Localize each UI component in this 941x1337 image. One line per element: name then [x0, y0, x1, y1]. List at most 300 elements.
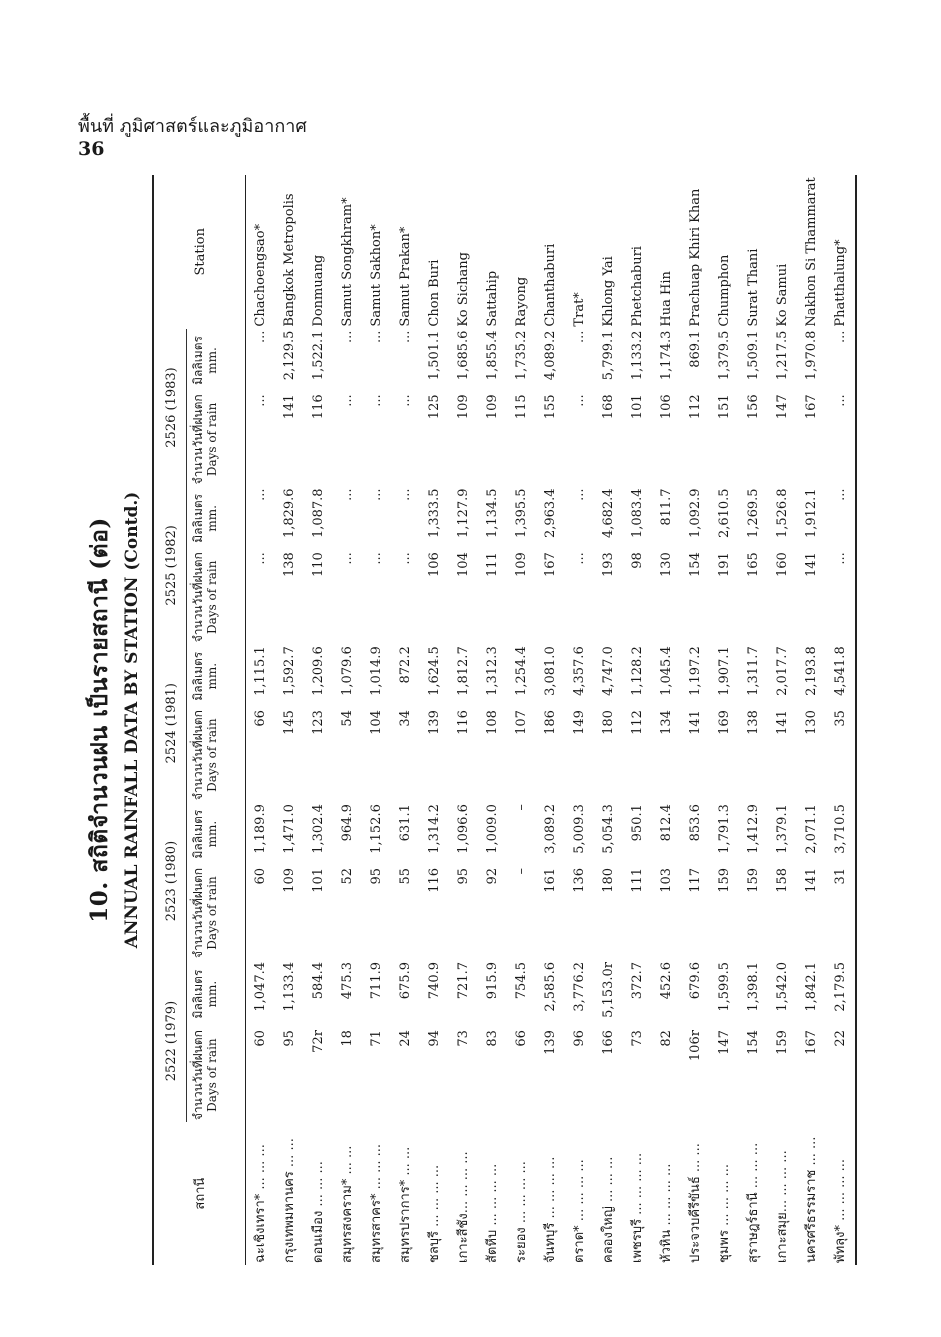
days-cell-1979: 95 — [282, 1030, 297, 1047]
days-thai-label: จำนวนวันที่ฝนตก — [191, 867, 205, 958]
days-cell-1979: 166 — [601, 1030, 616, 1055]
mm-cell-1981: 1,812.7 — [456, 646, 471, 696]
days-of-rain-header-1981 — [187, 708, 246, 802]
days-cell-1981: 145 — [282, 710, 297, 735]
days-cell-1979: 60 — [253, 1030, 268, 1047]
station-eng-cell: Ko Samui — [775, 263, 790, 327]
days-cell-1981: 112 — [630, 710, 645, 735]
days-cell-1982: 106 — [427, 552, 442, 578]
days-cell-1980: 158 — [775, 867, 790, 893]
mm-cell-1982: 1,127.9 — [456, 488, 471, 539]
station-eng-cell: Surat Thani — [746, 248, 761, 327]
days-cell-1981: 138 — [746, 710, 761, 735]
mm-cell-1983: 1,217.5 — [775, 330, 790, 381]
days-cell-1981: 180 — [601, 710, 616, 735]
mm-cell-1982: 1,912.1 — [804, 488, 819, 539]
year-header-1979: 2522 (1979) — [156, 960, 187, 1122]
mm-cell-1980: 5,054.3 — [601, 804, 616, 854]
mm-cell-1982: 1,087.8 — [311, 488, 326, 539]
mm-cell-1979: 372.7 — [630, 962, 645, 1000]
station-thai-cell: เกาะสมุย... ... ... ... — [775, 1150, 790, 1263]
mm-cell-1981: 1,209.6 — [311, 646, 326, 696]
rainfall-table — [152, 175, 857, 1265]
mm-cell-1982: 1,333.5 — [427, 488, 442, 539]
days-cell-1979: 106r — [688, 1030, 703, 1062]
station-thai-cell: พัทลุง* ... ... ... ... — [826, 1122, 856, 1265]
days-cell-1981: 169 — [717, 710, 732, 735]
table-row — [536, 175, 565, 1265]
days-cell-1981: 139 — [427, 710, 442, 735]
mm-cell-1979: 1,133.4 — [282, 962, 297, 1012]
mm-cell-1983: 4,089.2 — [543, 330, 558, 381]
days-cell-1983: 168 — [601, 394, 616, 420]
days-cell-1983: 167 — [804, 394, 819, 420]
station-thai-cell: สุราษฎร์ธานี ... ... ... — [746, 1142, 761, 1263]
mm-eng-label: mm. — [205, 505, 219, 532]
days-cell-1982: 167 — [543, 552, 558, 578]
table-row — [333, 175, 362, 1265]
table-title-thai: สถิติจำนวนฝน เป็นรายสถานี (ต่อ) — [86, 517, 113, 873]
mm-cell-1982: ... — [369, 488, 384, 501]
table-row — [826, 175, 856, 1265]
table-row — [304, 175, 333, 1265]
days-cell-1980: 117 — [688, 867, 703, 893]
section-heading: พื้นที่ ภูมิศาสตร์และภูมิอากาศ — [78, 116, 307, 137]
mm-cell-1981: 1,311.7 — [746, 646, 761, 696]
station-thai-cell: ตราด* ... ... ... ... — [572, 1159, 587, 1263]
mm-cell-1982: 811.7 — [659, 488, 674, 526]
mm-cell-1980: 5,009.3 — [572, 804, 587, 854]
station-eng-cell: Khlong Yai — [601, 256, 616, 327]
days-cell-1982: 160 — [775, 552, 790, 578]
days-cell-1980: 95 — [456, 867, 471, 885]
mm-cell-1983: ... — [398, 330, 413, 343]
table-row — [565, 175, 594, 1265]
days-cell-1982: 193 — [601, 552, 616, 578]
days-cell-1983: 155 — [543, 394, 558, 420]
station-thai-cell: เพชรบุรี ... ... ... ... — [630, 1152, 645, 1263]
station-eng-cell: Rayong — [514, 276, 529, 327]
mm-cell-1981: 1,079.6 — [340, 646, 355, 696]
table-row — [478, 175, 507, 1265]
mm-cell-1981: 1,045.4 — [659, 646, 674, 696]
mm-header-1982 — [187, 486, 246, 550]
mm-cell-1980: 631.1 — [398, 804, 413, 842]
mm-cell-1983: 1,685.6 — [456, 330, 471, 381]
days-cell-1980: 31 — [826, 866, 856, 960]
days-cell-1980: 180 — [601, 867, 616, 893]
running-head — [78, 116, 307, 160]
days-cell-1982: 138 — [282, 552, 297, 578]
days-cell-1981: 104 — [369, 710, 384, 735]
mm-cell-1980: 1,189.9 — [253, 804, 268, 854]
station-thai-cell: เกาะสีชัง... ... ... ... — [456, 1151, 471, 1263]
mm-cell-1979: 475.3 — [340, 962, 355, 1000]
days-cell-1982: ... — [826, 550, 856, 644]
days-of-rain-header-1980 — [187, 866, 246, 960]
station-eng-cell: Ko Sichang — [456, 252, 471, 327]
days-cell-1979: 22 — [826, 1028, 856, 1122]
days-cell-1981: 107 — [514, 710, 529, 735]
days-thai-label: จำนวนวันที่ฝนตก — [191, 710, 205, 801]
days-cell-1980: 55 — [398, 867, 413, 885]
mm-cell-1981: 2,193.8 — [804, 646, 819, 696]
mm-thai-label: มิลลิเมตร — [191, 493, 205, 543]
days-cell-1982: ... — [572, 552, 587, 565]
mm-cell-1979: 2,179.5 — [826, 960, 856, 1028]
mm-cell-1981: 872.2 — [398, 646, 413, 684]
mm-cell-1979: 2,585.6 — [543, 962, 558, 1012]
days-cell-1979: 24 — [398, 1030, 413, 1047]
days-cell-1980: 161 — [543, 867, 558, 893]
mm-cell-1981: 3,081.0 — [543, 646, 558, 696]
mm-cell-1980: 2,071.1 — [804, 804, 819, 854]
mm-cell-1982: ... — [398, 488, 413, 501]
station-thai-cell: สัตหีบ ... ... ... ... — [485, 1163, 500, 1263]
mm-thai-label: มิลลิเมตร — [191, 809, 205, 859]
table-row — [275, 175, 304, 1265]
station-thai-cell: สมุทรปราการ* ... ... — [398, 1146, 413, 1263]
mm-cell-1982: ... — [826, 486, 856, 550]
days-cell-1983: 147 — [775, 394, 790, 420]
mm-cell-1980: 1,314.2 — [427, 804, 442, 854]
year-header-1982: 2525 (1982) — [156, 486, 187, 644]
days-eng-label: Days of rain — [205, 402, 219, 477]
mm-cell-1980: 3,710.5 — [826, 802, 856, 866]
days-cell-1981: 123 — [311, 710, 326, 735]
days-cell-1979: 96 — [572, 1030, 587, 1047]
mm-cell-1979: 5,153.0r — [601, 962, 616, 1018]
mm-cell-1979: 675.9 — [398, 962, 413, 1000]
station-eng-cell: Bangkok Metropolis — [282, 193, 297, 327]
mm-eng-label: mm. — [205, 820, 219, 848]
mm-cell-1982: 4,682.4 — [601, 488, 616, 539]
station-eng-cell: Trat* — [572, 292, 587, 327]
mm-cell-1981: 2,017.7 — [775, 646, 790, 696]
days-cell-1983: 109 — [485, 394, 500, 420]
mm-cell-1981: 4,357.6 — [572, 646, 587, 696]
days-cell-1982: ... — [369, 552, 384, 565]
table-row — [594, 175, 623, 1265]
mm-cell-1981: 1,312.3 — [485, 646, 500, 696]
mm-cell-1983: 1,133.2 — [630, 330, 645, 381]
mm-cell-1981: 1,624.5 — [427, 646, 442, 696]
mm-cell-1981: 1,907.1 — [717, 646, 732, 696]
station-thai-cell: ประจวบคีรีขันธ์ ... ... — [688, 1143, 703, 1263]
mm-thai-label: มิลลิเมตร — [191, 651, 205, 701]
days-cell-1983: 156 — [746, 394, 761, 420]
days-cell-1982: 109 — [514, 552, 529, 578]
station-thai-cell: นครศรีธรรมราช ... ... — [804, 1136, 819, 1263]
mm-cell-1979: 721.7 — [456, 962, 471, 1000]
station-eng-cell: Chon Buri — [427, 259, 442, 327]
station-eng-cell: Prachuap Khiri Khan — [688, 188, 703, 327]
days-cell-1983: 112 — [688, 394, 703, 420]
table-row — [739, 175, 768, 1265]
days-cell-1979: 66 — [514, 1030, 529, 1047]
mm-cell-1979: 1,398.1 — [746, 962, 761, 1012]
year-header-1981: 2524 (1981) — [156, 644, 187, 802]
days-of-rain-header-1983 — [187, 392, 246, 486]
station-eng-cell: Samut Prakan* — [398, 226, 413, 327]
station-thai-cell: หัวหิน ... ... ... ... — [659, 1163, 674, 1263]
days-cell-1980: 101 — [311, 867, 326, 893]
days-cell-1981: 116 — [456, 710, 471, 735]
mm-eng-label: mm. — [205, 662, 219, 690]
table-title-english: ANNUAL RAINFALL DATA BY STATION (Contd.) — [122, 491, 142, 949]
mm-eng-label: mm. — [205, 347, 219, 374]
days-cell-1983: ... — [398, 394, 413, 407]
days-eng-label: Days of rain — [205, 876, 219, 950]
days-cell-1982: ... — [398, 552, 413, 565]
station-thai-cell: ฉะเชิงเทรา* ... ... ... — [253, 1144, 268, 1263]
mm-cell-1979: 740.9 — [427, 962, 442, 1000]
mm-cell-1980: – — [514, 804, 529, 811]
days-cell-1981: 34 — [398, 710, 413, 727]
table-number: 10. — [86, 881, 113, 923]
days-cell-1980: 60 — [253, 867, 268, 885]
mm-thai-label: มิลลิเมตร — [191, 336, 205, 385]
station-thai-cell: สมุทรสาคร* ... ... ... — [369, 1143, 384, 1263]
mm-cell-1982: 1,829.6 — [282, 488, 297, 539]
mm-cell-1983: 1,379.5 — [717, 330, 732, 381]
mm-cell-1979: 3,776.2 — [572, 962, 587, 1012]
page-number: 36 — [78, 138, 105, 160]
days-cell-1983: 141 — [282, 394, 297, 420]
mm-cell-1982: ... — [340, 488, 355, 501]
mm-cell-1983: 869.1 — [688, 330, 703, 368]
station-thai-cell: กรุงเทพมหานคร ... ... — [282, 1138, 297, 1263]
mm-thai-label: มิลลิเมตร — [191, 969, 205, 1019]
days-cell-1980: 52 — [340, 867, 355, 885]
station-thai-cell: จันทบุรี ... ... ... ... — [543, 1156, 558, 1263]
mm-cell-1983: 1,970.8 — [804, 330, 819, 381]
table-row — [623, 175, 652, 1265]
days-cell-1981: 108 — [485, 710, 500, 735]
mm-cell-1982: 1,092.9 — [688, 488, 703, 539]
days-cell-1982: ... — [340, 552, 355, 565]
mm-cell-1981: 1,254.4 — [514, 646, 529, 696]
station-thai-cell: ชลบุรี ... ... ... ... — [427, 1164, 442, 1263]
rotated-table-block — [76, 175, 876, 1265]
days-cell-1983: 109 — [456, 394, 471, 420]
days-cell-1983: ... — [253, 394, 268, 407]
mm-cell-1979: 711.9 — [369, 962, 384, 1000]
station-thai-cell: สมุทรสงคราม* ... ... — [340, 1145, 355, 1263]
table-row — [391, 175, 420, 1265]
table-row — [681, 175, 710, 1265]
mm-cell-1979: 679.6 — [688, 962, 703, 1000]
days-cell-1982: ... — [253, 552, 268, 565]
mm-cell-1980: 1,791.3 — [717, 804, 732, 854]
table-row — [768, 175, 797, 1265]
mm-cell-1982: 2,963.4 — [543, 488, 558, 539]
days-cell-1982: 110 — [311, 552, 326, 578]
station-eng-cell: Donmuang — [311, 254, 326, 327]
days-cell-1980: 141 — [804, 867, 819, 893]
days-thai-label: จำนวนวันที่ฝนตก — [191, 1030, 205, 1121]
station-eng-cell: Nakhon Si Thammarat — [804, 177, 819, 327]
days-cell-1979: 82 — [659, 1030, 674, 1047]
days-cell-1982: 111 — [485, 552, 500, 578]
days-cell-1982: 104 — [456, 552, 471, 578]
mm-cell-1983: 1,522.1 — [311, 330, 326, 381]
mm-cell-1981: 1,592.7 — [282, 646, 297, 696]
mm-eng-label: mm. — [205, 980, 219, 1008]
days-cell-1983: 101 — [630, 394, 645, 420]
days-cell-1981: 66 — [253, 710, 268, 727]
days-cell-1983: ... — [340, 394, 355, 407]
mm-header-1983 — [187, 329, 246, 393]
days-cell-1980: – — [514, 867, 529, 875]
mm-cell-1979: 1,542.0 — [775, 962, 790, 1012]
days-cell-1983: 115 — [514, 394, 529, 420]
station-eng-header: Station — [156, 175, 246, 329]
station-eng-cell: Phatthalung* — [826, 175, 856, 329]
days-thai-label: จำนวนวันที่ฝนตก — [191, 552, 205, 643]
days-cell-1981: 35 — [826, 708, 856, 802]
days-cell-1983: ... — [369, 394, 384, 407]
station-eng-cell: Phetchaburi — [630, 246, 645, 327]
mm-cell-1983: ... — [340, 330, 355, 343]
station-thai-cell: คลองใหญ่ ... ... ... — [601, 1156, 616, 1263]
table-row — [507, 175, 536, 1265]
mm-cell-1982: 2,610.5 — [717, 488, 732, 539]
mm-cell-1983: 1,735.2 — [514, 330, 529, 381]
station-eng-cell: Samut Sakhon* — [369, 224, 384, 327]
days-cell-1979: 73 — [630, 1030, 645, 1047]
mm-cell-1980: 1,009.0 — [485, 804, 500, 854]
days-cell-1979: 167 — [804, 1030, 819, 1055]
days-cell-1982: 191 — [717, 552, 732, 578]
station-thai-cell: ดอนเมือง ... ... ... — [311, 1161, 326, 1263]
days-eng-label: Days of rain — [205, 560, 219, 634]
mm-cell-1982: 1,134.5 — [485, 488, 500, 539]
mm-cell-1981: 1,014.9 — [369, 646, 384, 696]
days-cell-1982: 141 — [804, 552, 819, 578]
mm-cell-1980: 853.6 — [688, 804, 703, 842]
mm-cell-1980: 1,302.4 — [311, 804, 326, 854]
mm-header-1981 — [187, 644, 246, 708]
station-thai-cell: ชุมพร ... ... ... ... — [717, 1163, 732, 1263]
mm-cell-1983: 1,174.3 — [659, 330, 674, 381]
days-cell-1981: 186 — [543, 710, 558, 735]
mm-cell-1981: 1,128.2 — [630, 646, 645, 696]
mm-cell-1983: ... — [826, 329, 856, 393]
mm-cell-1980: 1,412.9 — [746, 804, 761, 854]
days-cell-1980: 159 — [746, 867, 761, 893]
table-row — [797, 175, 826, 1265]
days-cell-1981: 141 — [775, 710, 790, 735]
mm-cell-1983: ... — [253, 330, 268, 343]
table-row — [449, 175, 478, 1265]
days-eng-label: Days of rain — [205, 718, 219, 792]
mm-cell-1979: 915.9 — [485, 962, 500, 1000]
days-cell-1980: 95 — [369, 867, 384, 885]
table-row — [246, 175, 276, 1265]
days-cell-1979: 94 — [427, 1030, 442, 1047]
station-eng-cell: Chumphon — [717, 254, 732, 327]
days-cell-1980: 103 — [659, 867, 674, 893]
mm-cell-1980: 964.9 — [340, 804, 355, 842]
mm-cell-1979: 584.4 — [311, 962, 326, 1000]
days-cell-1979: 139 — [543, 1030, 558, 1055]
mm-cell-1982: 1,083.4 — [630, 488, 645, 539]
mm-cell-1982: ... — [572, 488, 587, 501]
table-title — [82, 175, 142, 1265]
mm-cell-1980: 812.4 — [659, 804, 674, 842]
days-cell-1982: 154 — [688, 552, 703, 578]
days-cell-1983: ... — [826, 392, 856, 486]
mm-cell-1981: 1,115.1 — [253, 646, 268, 696]
days-cell-1983: ... — [572, 394, 587, 407]
mm-cell-1979: 754.5 — [514, 962, 529, 1000]
days-cell-1980: 116 — [427, 867, 442, 893]
days-cell-1980: 159 — [717, 867, 732, 893]
mm-cell-1980: 950.1 — [630, 804, 645, 842]
mm-cell-1979: 1,599.5 — [717, 962, 732, 1012]
mm-cell-1980: 1,096.6 — [456, 804, 471, 854]
mm-header-1980 — [187, 802, 246, 866]
days-thai-label: จำนวนวันที่ฝนตก — [191, 394, 205, 485]
days-cell-1979: 72r — [311, 1030, 326, 1053]
days-eng-label: Days of rain — [205, 1038, 219, 1112]
station-eng-cell: Hua Hin — [659, 271, 674, 327]
mm-cell-1980: 1,379.1 — [775, 804, 790, 854]
table-row — [362, 175, 391, 1265]
mm-header-1979 — [187, 960, 246, 1028]
days-cell-1979: 18 — [340, 1030, 355, 1047]
days-cell-1981: 149 — [572, 710, 587, 735]
days-cell-1979: 154 — [746, 1030, 761, 1055]
days-cell-1979: 159 — [775, 1030, 790, 1055]
station-eng-cell: Chanthaburi — [543, 243, 558, 327]
table-row — [652, 175, 681, 1265]
days-of-rain-header-1979 — [187, 1028, 246, 1122]
days-cell-1980: 109 — [282, 867, 297, 893]
days-cell-1982: 130 — [659, 552, 674, 578]
station-eng-cell: Samut Songkhram* — [340, 197, 355, 327]
mm-cell-1980: 3,089.2 — [543, 804, 558, 854]
mm-cell-1979: 452.6 — [659, 962, 674, 1000]
mm-cell-1983: ... — [572, 330, 587, 343]
mm-cell-1981: 4,541.8 — [826, 644, 856, 708]
days-cell-1979: 147 — [717, 1030, 732, 1055]
days-cell-1979: 71 — [369, 1030, 384, 1047]
days-cell-1979: 83 — [485, 1030, 500, 1047]
mm-cell-1980: 1,152.6 — [369, 804, 384, 854]
station-eng-cell: Chachoengsao* — [253, 223, 268, 327]
days-cell-1982: 165 — [746, 552, 761, 578]
days-cell-1983: 125 — [427, 394, 442, 420]
year-header-1980: 2523 (1980) — [156, 802, 187, 960]
days-cell-1983: 106 — [659, 394, 674, 420]
station-eng-cell: Sattahip — [485, 270, 500, 327]
year-header-1983: 2526 (1983) — [156, 329, 187, 487]
days-cell-1982: 98 — [630, 552, 645, 569]
mm-cell-1979: 1,842.1 — [804, 962, 819, 1012]
mm-cell-1982: ... — [253, 488, 268, 501]
mm-cell-1981: 1,197.2 — [688, 646, 703, 696]
days-cell-1980: 111 — [630, 867, 645, 893]
days-cell-1981: 130 — [804, 710, 819, 735]
days-cell-1981: 141 — [688, 710, 703, 735]
days-cell-1983: 151 — [717, 394, 732, 420]
days-cell-1981: 54 — [340, 710, 355, 727]
mm-cell-1983: 2,129.5 — [282, 330, 297, 381]
days-cell-1980: 92 — [485, 867, 500, 885]
mm-cell-1979: 1,047.4 — [253, 962, 268, 1012]
